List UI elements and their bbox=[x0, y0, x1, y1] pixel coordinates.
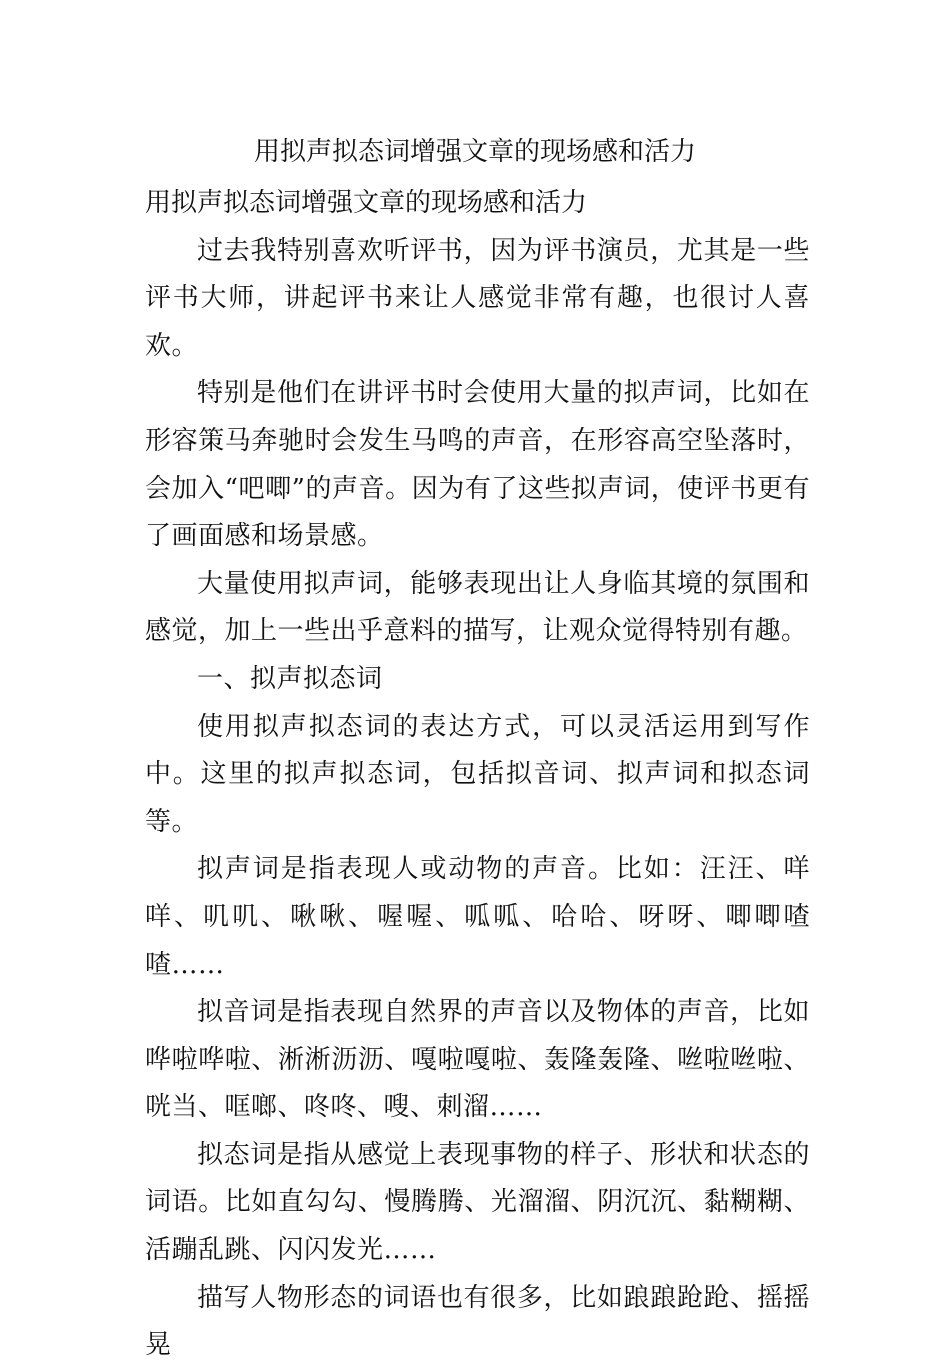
document-body bbox=[145, 180, 810, 1370]
document-subtitle: 用拟声拟态词增强文章的现场感和活力 bbox=[145, 188, 588, 218]
paragraph-7: 拟态词是指从感觉上表现事物的样子、形状和状态的词语。比如直勾勾、慢腾腾、光溜溜、阴沉沉、黏糊糊、活蹦乱跳、闪闪发光…… bbox=[145, 1139, 810, 1266]
paragraph-5: 拟声词是指表现人或动物的声音。比如：汪汪、咩咩、叽叽、啾啾、喔喔、呱呱、哈哈、呀呀、唧唧喳喳…… bbox=[145, 854, 810, 980]
section-heading: 一、拟声拟态词 bbox=[197, 663, 383, 694]
paragraph-6: 拟音词是指表现自然界的声音以及物体的声音，比如哗啦哗啦、淅淅沥沥、嘎啦嘎啦、轰隆轰隆、咝啦咝啦、咣当、哐啷、咚咚、嗖、刺溜…… bbox=[145, 997, 810, 1123]
paragraph-4: 使用拟声拟态词的表达方式，可以灵活运用到写作中。这里的拟声拟态词，包括拟音词、拟声词和拟态词等。 bbox=[145, 711, 810, 837]
paragraph-8: 描写人物形态的词语也有很多，比如踉踉跄跄、摇摇晃 bbox=[145, 1282, 810, 1361]
paragraph-2: 特别是他们在讲评书时会使用大量的拟声词，比如在形容策马奔驰时会发生马鸣的声音，在形容高空坠落时，会加入“吧唧”的声音。因为有了这些拟声词，使评书更有了画面感和场景感。 bbox=[145, 378, 810, 552]
paragraph-1: 过去我特别喜欢听评书，因为评书演员，尤其是一些评书大师，讲起评书来让人感觉非常有趣，也很讨人喜欢。 bbox=[145, 235, 810, 361]
page-title: 用拟声拟态词增强文章的现场感和活力 bbox=[253, 137, 696, 167]
paragraph-3: 大量使用拟声词，能够表现出让人身临其境的氛围和感觉，加上一些出乎意料的描写，让观众觉得特别有趣。 bbox=[145, 568, 810, 647]
